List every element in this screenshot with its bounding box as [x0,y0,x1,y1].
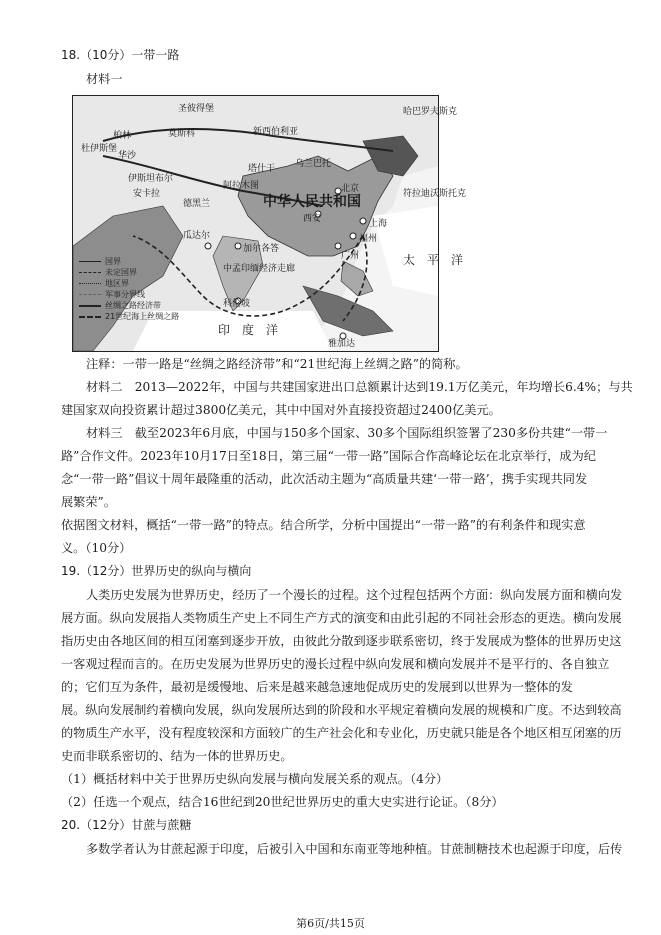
q20-title: 20.（12分）甘蔗与蔗糖 [61,818,192,832]
material3-line1: 材料三 截至2023年6月底，中国与150多个国家、30多个国际组织签署了230多份共建“一带一 [86,426,608,440]
map-label-almaty: 阿拉木图 [223,181,260,191]
q19-line: 人类历史发展为世界历史，经历了一个漫长的过程。这个过程包括两个方面：纵向发展方面和横向发 [86,588,623,602]
page-footer: 第6页/共15页 [296,917,365,930]
map-label-vladivostok: 符拉迪沃斯托克 [403,189,467,199]
material3-line3: 念“一带一路”倡议十周年最隆重的活动，此次活动主题为“高质量共建‘一带一路’，携手实现共同发 [61,472,588,486]
material2-line2: 建国家双向投资累计超过3800亿美元，其中中国对外直接投资超过2400亿美元。 [61,403,501,417]
map-label-istanbul: 伊斯坦布尔 [128,174,174,184]
map-label-pacific: 太 平 洋 [403,253,464,267]
map-label-jakarta: 雅加达 [328,339,356,349]
material3-line2: 路”合作文件。2023年10月17日至18日，第三届“一带一路”国际合作高峰论坛在北京举行，成为纪 [61,449,596,463]
q19-line: 的；它们互为条件，最初是缓慢地、后来是越来越急速地促成历史的发展到以世界为一整体的发 [61,680,573,694]
material2-line1: 材料二 2013—2022年，中国与共建国家进出口总额累计达到19.1万亿美元，年均增长6.4%；与共 [86,380,633,394]
map-label-berlin: 柏林 [113,131,132,141]
map-label-moscow: 莫斯科 [168,129,196,139]
legend-item: 未定国界 [79,267,199,278]
legend-item: 21世纪海上丝绸之路 [79,311,199,322]
map-label-beijing: 北京 [341,184,360,194]
map-label-indian-ocean: 印 度 洋 [218,323,279,337]
map-label-corridor: 中孟印缅经济走廊 [223,264,296,274]
map-label-colombo: 科伦坡 [223,299,251,309]
map-label-china: 中华人民共和国 [263,194,361,210]
note: 注释：一带一路是“丝绸之路经济带”和“21世纪海上丝绸之路”的简称。 [86,357,468,371]
q19-line: 一客观过程而言的。在历史发展为世界历史的漫长过程中纵向发展和横向发展并不是平行的、各自独立 [61,657,610,671]
map-label-shanghai: 上海 [369,219,388,229]
map-label-gwadar: 瓜达尔 [183,231,211,241]
legend-item: 丝绸之路经济带 [79,300,199,311]
map-label-guangzhou: 广州 [341,251,360,261]
legend-item: 地区界 [79,278,199,289]
map-label-novosibirsk: 新西伯利亚 [253,127,299,137]
q19-sub1: （1）概括材料中关于世界历史纵向发展与横向发展关系的观点。（4分） [61,772,449,786]
material3-line4: 展繁荣”。 [61,495,116,509]
legend-item: 国界 [79,256,199,267]
map-label-harbin: 哈巴罗夫斯克 [403,107,458,117]
map-label-tehran: 德黑兰 [183,199,211,209]
q19-line: 史而非联系密切的、结为一体的世界历史。 [61,749,293,763]
question-line2: 义。（10分） [61,541,132,555]
map-label-ankara: 安卡拉 [133,189,161,199]
q19-line: 指历史由各地区间的相互闭塞到逐步开放，由彼此分散到逐步联系密切，终于发展成为整体的世界历史这 [61,634,622,648]
q18-title: 18.（10分）一带一路 [61,48,180,62]
q19-sub2: （2）任选一个观点，结合16世纪到20世纪世界历史的重大史实进行论证。（8分） [61,795,504,809]
q20-line1: 多数学者认为甘蔗起源于印度，后被引入中国和东南亚等地种植。甘蔗制糖技术也起源于印度，后传 [86,842,623,856]
map-label-kolkata: 加尔各答 [243,244,280,254]
map-label-tashkent: 塔什干 [248,164,276,174]
belt-road-map [72,95,467,352]
map-label-warsaw: 华沙 [118,151,137,161]
q19-line: 的物质生产水平，没有程度较深和方面较广的生产社会化和专业化，历史就只能是各个地区相互闭塞的历 [61,726,622,740]
question-line1: 依据图文材料，概括“一带一路”的特点。结合所学，分析中国提出“一带一路”的有利条件和现实意 [61,518,586,532]
map-label-saint-petersburg: 圣彼得堡 [178,104,215,114]
q19-title: 19.（12分）世界历史的纵向与横向 [61,564,252,578]
legend-item: 军事分界线 [79,289,199,300]
q19-line: 展方面。纵向发展指人类物质生产史上不同生产方式的演变和由此引起的不同社会形态的更迭。横向发展 [61,611,622,625]
map-label-xian: 西安 [303,214,322,224]
map-legend [79,256,199,322]
q19-line: 展。纵向发展制约着横向发展，纵向发展所达到的阶段和水平规定着横向发展的规模和广度。不达到较高 [61,703,622,717]
map-label-fuzhou: 福州 [359,234,378,244]
map-label-duisburg: 杜伊斯堡 [81,144,118,154]
map-label-ulaanbaatar: 乌兰巴托 [295,159,332,169]
material1-label: 材料一 [86,72,123,86]
